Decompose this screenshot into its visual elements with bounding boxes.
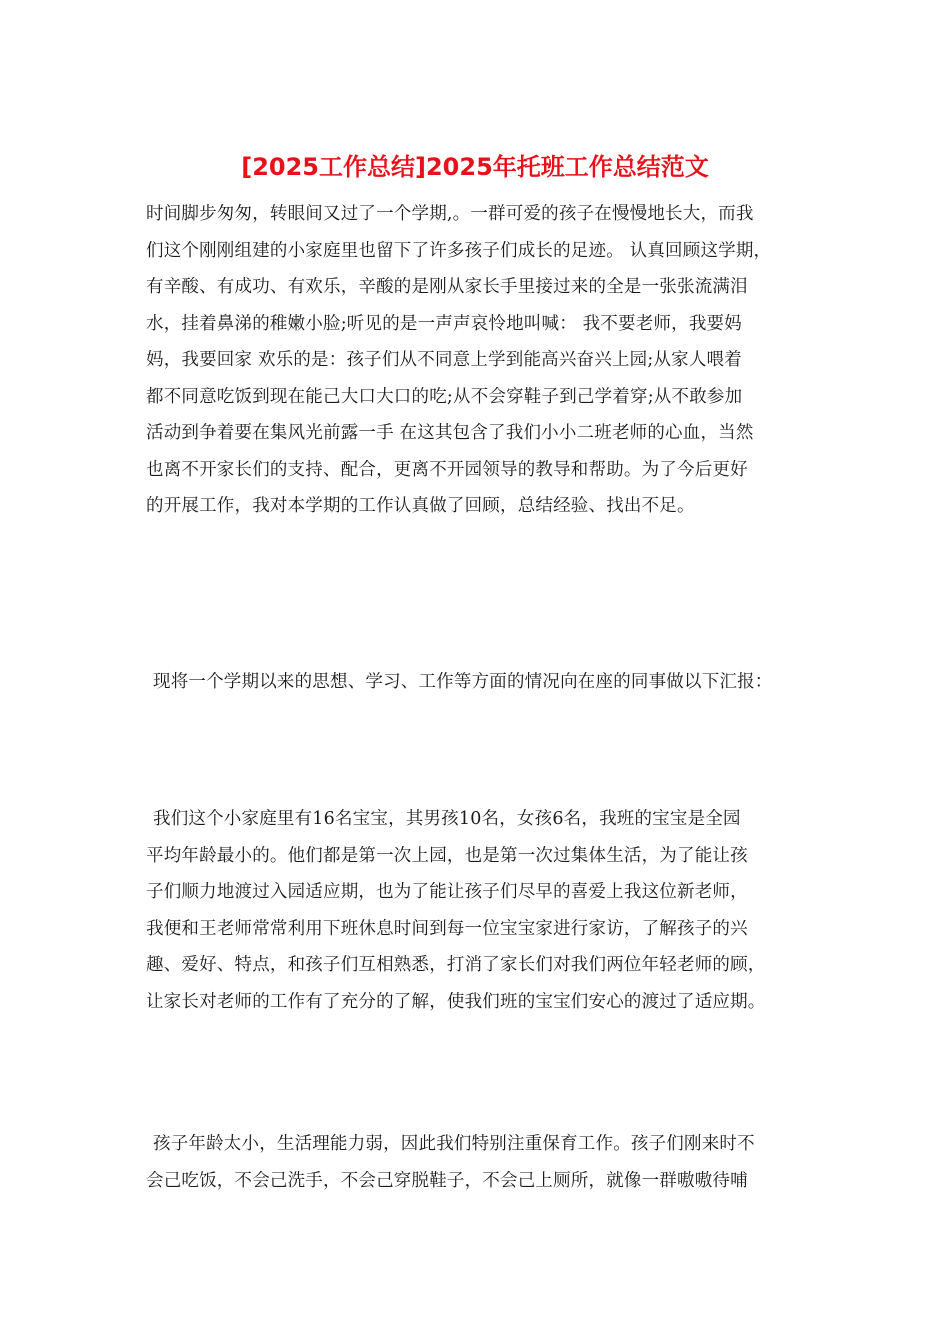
paragraph-line: 们这个刚刚组建的小家庭里也留下了许多孩子们成长的足迹。 认真回顾这学期， — [146, 240, 772, 261]
paragraph-intro — [146, 196, 826, 525]
paragraph-line: 孩子年龄太小，生活理能力弱，因此我们特别注重保育工作。孩子们刚来时不 — [153, 1134, 755, 1154]
paragraph-line: 也离不开家长们的支持、配合，更离不开园领导的教导和帮助。为了今后更好 — [146, 459, 748, 480]
paragraph-class-info — [146, 801, 826, 1020]
paragraph-line: 时间脚步匆匆，转眼间又过了一个学期,。一群可爱的孩子在慢慢地长大，而我 — [146, 204, 754, 224]
paragraph-line: 的开展工作，我对本学期的工作认真做了回顾，总结经验、找出不足。 — [146, 496, 695, 516]
paragraph-line: 活动到争着要在集风光前露一手 在这其包含了我们小小二班老师的心血，当然 — [146, 423, 754, 443]
paragraph-report-intro — [146, 664, 826, 701]
paragraph-line: 我们这个小家庭里有16名宝宝，其男孩10名，女孩6名，我班的宝宝是全园 — [153, 809, 741, 829]
paragraph-line: 趣、爱好、特点，和孩子们互相熟悉，打消了家长们对我们两位年轻老师的顾， — [146, 955, 766, 975]
paragraph-line: 现将一个学期以来的思想、学习、工作等方面的情况向在座的同事做以下汇报： — [153, 672, 773, 692]
paragraph-line: 妈，我要回家 欢乐的是：孩子们从不同意上学到能高兴奋兴上园;从家人喂着 — [146, 350, 742, 370]
paragraph-line: 我便和王老师常常利用下班休息时间到每一位宝宝家进行家访，了解孩子的兴 — [146, 918, 748, 939]
paragraph-line: 平均年龄最小的。他们都是第一次上园，也是第一次过集体生活，为了能让孩 — [146, 845, 748, 866]
paragraph-line: 有辛酸、有成功、有欢乐，辛酸的是刚从家长手里接过来的全是一张张流满泪 — [146, 277, 748, 297]
paragraph-line: 都不同意吃饭到现在能己大口大口的吃;从不会穿鞋子到己学着穿;从不敢参加 — [146, 386, 743, 407]
document-title: [2025工作总结]2025年托班工作总结范文 — [241, 153, 709, 181]
paragraph-care-work — [146, 1126, 826, 1199]
paragraph-line: 水，挂着鼻涕的稚嫩小脸;听见的是一声声哀怜地叫喊： 我不要老师，我要妈 — [146, 313, 742, 334]
paragraph-line: 让家长对老师的工作有了充分的了解，使我们班的宝宝们安心的渡过了适应期。 — [146, 991, 766, 1012]
paragraph-line: 会己吃饭，不会己洗手，不会己穿脱鞋子，不会己上厕所，就像一群嗷嗷待哺 — [146, 1170, 748, 1191]
paragraph-line: 子们顺力地渡过入园适应期，也为了能让孩子们尽早的喜爱上我这位新老师， — [146, 882, 748, 902]
